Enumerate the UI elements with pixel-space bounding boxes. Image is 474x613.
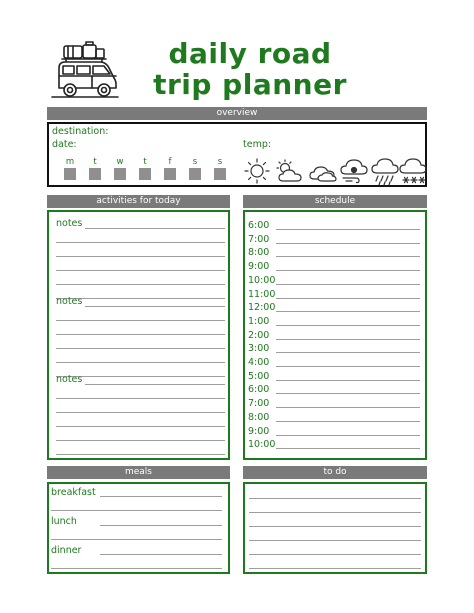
meal-line[interactable] [100,554,222,555]
title-line-2: trip planner [153,68,347,101]
schedule-heading: schedule [243,195,427,208]
activities-heading: activities for today [47,195,230,208]
schedule-line[interactable] [276,339,420,340]
weekday-label: w [116,157,124,167]
schedule-time: 7:00 [248,398,270,410]
notes-line[interactable] [56,362,225,363]
snow-icon [398,157,428,187]
schedule-line[interactable] [276,311,420,312]
weekday-checkbox[interactable] [189,168,201,180]
weekday-checkbox[interactable] [164,168,176,180]
notes-line[interactable] [85,384,225,385]
todo-line[interactable] [249,526,421,527]
notes-line[interactable] [56,270,225,271]
overview-heading: overview [47,107,427,120]
schedule-time: 10:00 [248,439,276,451]
meals-heading: meals [47,466,230,479]
notes-line[interactable] [56,242,225,243]
meal-line[interactable] [51,510,222,511]
notes-line[interactable] [56,412,225,413]
dinner-label: dinner [51,545,82,556]
notes-line[interactable] [56,348,225,349]
weekday-label: s [217,157,223,167]
weekday-label: s [192,157,198,167]
schedule-line[interactable] [276,448,420,449]
schedule-time: 2:00 [248,329,270,341]
schedule-line[interactable] [276,407,420,408]
rain-icon [370,157,400,187]
schedule-time: 9:00 [248,261,270,273]
schedule-line[interactable] [276,270,420,271]
schedule-time: 8:00 [248,411,270,423]
schedule-line[interactable] [276,298,420,299]
breakfast-label: breakfast [51,487,96,498]
sun-icon [242,157,272,185]
todo-line[interactable] [249,540,421,541]
todo-line[interactable] [249,554,421,555]
notes-line[interactable] [56,320,225,321]
schedule-time: 5:00 [248,370,270,382]
notes-label: notes [56,218,83,229]
schedule-line[interactable] [276,325,420,326]
weekday-checkbox[interactable] [139,168,151,180]
notes-line[interactable] [56,440,225,441]
meal-line[interactable] [100,525,222,526]
meal-line[interactable] [51,568,222,569]
meal-line[interactable] [51,539,222,540]
schedule-line[interactable] [276,421,420,422]
schedule-time: 4:00 [248,357,270,368]
schedule-time: 10:00 [248,274,276,286]
notes-line[interactable] [56,256,225,257]
schedule-line[interactable] [276,366,420,367]
meal-line[interactable] [100,496,222,497]
schedule-line[interactable] [276,380,420,381]
notes-line[interactable] [56,284,225,285]
notes-line[interactable] [56,334,225,335]
weekday-checkbox[interactable] [89,168,101,180]
schedule-time: 9:00 [248,425,270,437]
partly-cloudy-icon [274,159,306,185]
schedule-time: 11:00 [248,288,276,300]
schedule-time: 3:00 [248,343,270,355]
notes-line[interactable] [56,426,225,427]
schedule-line[interactable] [276,435,420,436]
todo-line[interactable] [249,512,421,513]
notes-line[interactable] [56,398,225,399]
todo-line[interactable] [249,568,421,569]
cloudy-icon [308,161,338,183]
todo-line[interactable] [249,498,421,499]
activities-box [47,210,230,460]
schedule-time: 6:00 [248,384,270,396]
schedule-time: 6:00 [248,220,270,231]
weekday-label: m [65,157,75,167]
weekday-label: t [143,157,147,167]
notes-line[interactable] [85,228,225,229]
notes-line[interactable] [56,454,225,455]
van-icon [50,40,120,102]
schedule-line[interactable] [276,393,420,394]
notes-label: notes [56,296,83,307]
date-label: date: [52,139,77,150]
destination-label: destination: [52,126,109,137]
weekday-checkbox[interactable] [64,168,76,180]
schedule-line[interactable] [276,243,420,244]
schedule-line[interactable] [276,229,420,230]
title-line-1: daily road [168,37,332,70]
weekday-checkbox[interactable] [114,168,126,180]
schedule-line[interactable] [276,256,420,257]
notes-line[interactable] [85,306,225,307]
schedule-time: 7:00 [248,233,270,245]
schedule-time: 1:00 [248,315,270,327]
lunch-label: lunch [51,516,77,527]
page-title [130,38,370,100]
schedule-line[interactable] [276,352,420,353]
notes-label: notes [56,374,83,385]
windy-cloud-icon [338,157,370,185]
schedule-line[interactable] [276,284,420,285]
schedule-time: 8:00 [248,247,270,259]
schedule-time: 12:00 [248,302,276,314]
todo-box [243,482,427,574]
weekday-checkbox[interactable] [214,168,226,180]
weekday-label: f [168,157,172,167]
todo-heading: to do [243,466,427,479]
temp-label: temp: [243,139,272,150]
weekday-label: t [93,157,97,167]
